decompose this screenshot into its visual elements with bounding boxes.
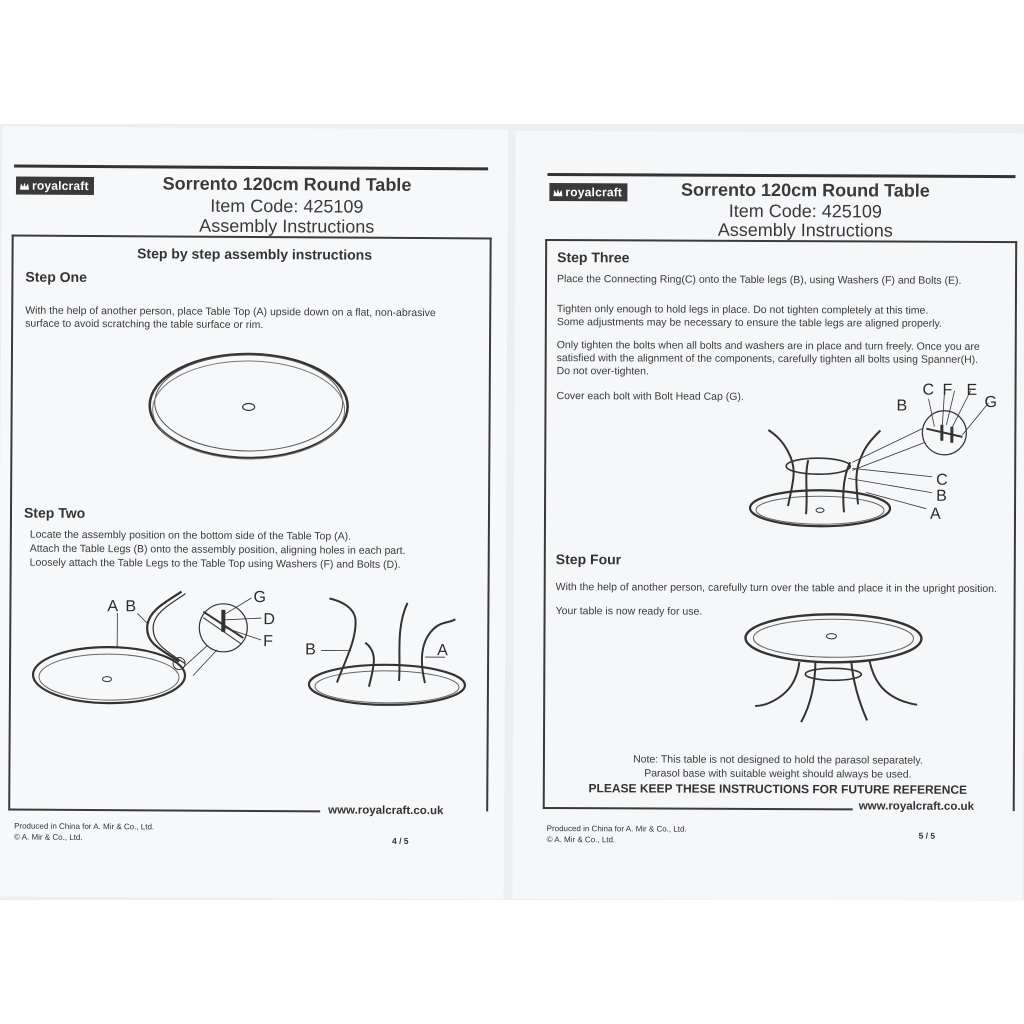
step-two-line-1: Locate the assembly position on the bottom side of the Table Top (A). bbox=[29, 528, 352, 543]
crown-icon bbox=[553, 188, 562, 197]
label-a-right: A bbox=[437, 642, 448, 660]
step-two-line-2: Attach the Table Legs (B) onto the assembly position, aligning holes in each part. bbox=[29, 542, 406, 557]
label-e: E bbox=[966, 381, 978, 399]
step-three-p3-line-2: satisfied with the alignment of the components, carefully tighten all bolts using Spanner(H). bbox=[556, 352, 979, 366]
crown-icon bbox=[20, 181, 29, 190]
top-rule bbox=[547, 173, 1015, 178]
instruction-page-5 bbox=[512, 131, 1024, 901]
step-three-p1: Place the Connecting Ring(C) onto the Table legs (B), using Washers (F) and Bolts (E). bbox=[557, 273, 962, 287]
page-number: 5 / 5 bbox=[918, 830, 936, 841]
brand-name: royalcraft bbox=[565, 185, 623, 200]
label-a: A bbox=[929, 505, 941, 523]
item-code: Item Code: 425109 bbox=[210, 195, 364, 217]
brand-logo bbox=[16, 177, 94, 195]
label-b-lower: B bbox=[936, 487, 947, 505]
bolt-detail-diagram bbox=[177, 588, 298, 685]
page-title: Sorrento 120cm Round Table bbox=[162, 173, 412, 195]
step-four-p2: Your table is now ready for use. bbox=[555, 605, 703, 618]
connecting-ring-diagram bbox=[748, 380, 1009, 531]
footer-copyright: © A. Mir & Co., Ltd. bbox=[13, 832, 83, 842]
brand-name: royalcraft bbox=[31, 178, 89, 193]
document-type: Assembly Instructions bbox=[717, 219, 893, 241]
step-two-heading: Step Two bbox=[23, 504, 86, 521]
step-one-heading: Step One bbox=[25, 268, 87, 285]
label-b: B bbox=[125, 598, 137, 616]
table-top-upside-down-diagram bbox=[148, 351, 353, 462]
top-rule bbox=[14, 165, 488, 171]
note-line-1: Note: This table is not designed to hold the parasol separately. bbox=[633, 753, 923, 767]
footer-produced: Produced in China for A. Mir & Co., Ltd. bbox=[546, 824, 687, 834]
footer-produced: Produced in China for A. Mir & Co., Ltd. bbox=[14, 821, 155, 832]
label-b: B bbox=[896, 397, 908, 415]
leg-attach-diagram bbox=[29, 583, 200, 714]
website: www.royalcraft.co.uk bbox=[858, 800, 975, 813]
step-three-p4: Cover each bolt with Bolt Head Cap (G). bbox=[556, 390, 744, 403]
label-d: D bbox=[263, 611, 275, 629]
step-four-heading: Step Four bbox=[555, 551, 622, 568]
step-one-text: With the help of another person, place Table Top (A) upside down on a flat, non-abrasive surface to avoid scratching the table surface or rim. bbox=[25, 304, 436, 332]
note-line-2: Parasol base with suitable weight should always be used. bbox=[644, 767, 912, 781]
finished-table-diagram bbox=[741, 612, 926, 729]
section-heading: Step by step assembly instructions bbox=[137, 245, 373, 263]
document-type: Assembly Instructions bbox=[199, 215, 375, 237]
step-three-p2-line-1: Tighten only enough to hold legs in place. Do not tighten completely at this time. bbox=[556, 303, 929, 317]
item-code: Item Code: 425109 bbox=[728, 200, 882, 222]
step-three-p2-line-2: Some adjustments may be necessary to ensure the table legs are aligned properly. bbox=[556, 316, 942, 330]
label-f: F bbox=[942, 381, 953, 399]
label-f: F bbox=[263, 633, 274, 651]
frame-bottom-rule bbox=[543, 807, 853, 810]
step-three-p3-line-3: Do not over-tighten. bbox=[556, 365, 649, 378]
step-three-p3-line-1: Only tighten the bolts when all bolts and washers are in place and turn freely. Once you are bbox=[556, 339, 980, 353]
keep-instructions-notice: PLEASE KEEP THESE INSTRUCTIONS FOR FUTURE REFERENCE bbox=[588, 781, 968, 797]
label-c: C bbox=[922, 381, 935, 399]
label-a: A bbox=[107, 598, 119, 616]
brand-logo bbox=[549, 183, 627, 201]
label-b-right: B bbox=[305, 641, 316, 659]
page-number: 4 / 5 bbox=[391, 835, 409, 846]
step-four-p1: With the help of another person, carefully turn over the table and place it in the upright position. bbox=[555, 581, 997, 595]
page-title: Sorrento 120cm Round Table bbox=[681, 179, 930, 201]
step-three-heading: Step Three bbox=[557, 249, 630, 266]
label-g: G bbox=[253, 589, 266, 607]
step-two-line-3: Loosely attach the Table Legs to the Table Top using Washers (F) and Bolts (D). bbox=[29, 556, 401, 571]
label-c-lower: C bbox=[936, 471, 948, 489]
legs-on-top-diagram bbox=[299, 588, 480, 709]
website: www.royalcraft.co.uk bbox=[328, 804, 444, 818]
instruction-page-4 bbox=[0, 126, 508, 899]
footer-copyright: © A. Mir & Co., Ltd. bbox=[546, 835, 616, 845]
label-g: G bbox=[984, 393, 997, 411]
